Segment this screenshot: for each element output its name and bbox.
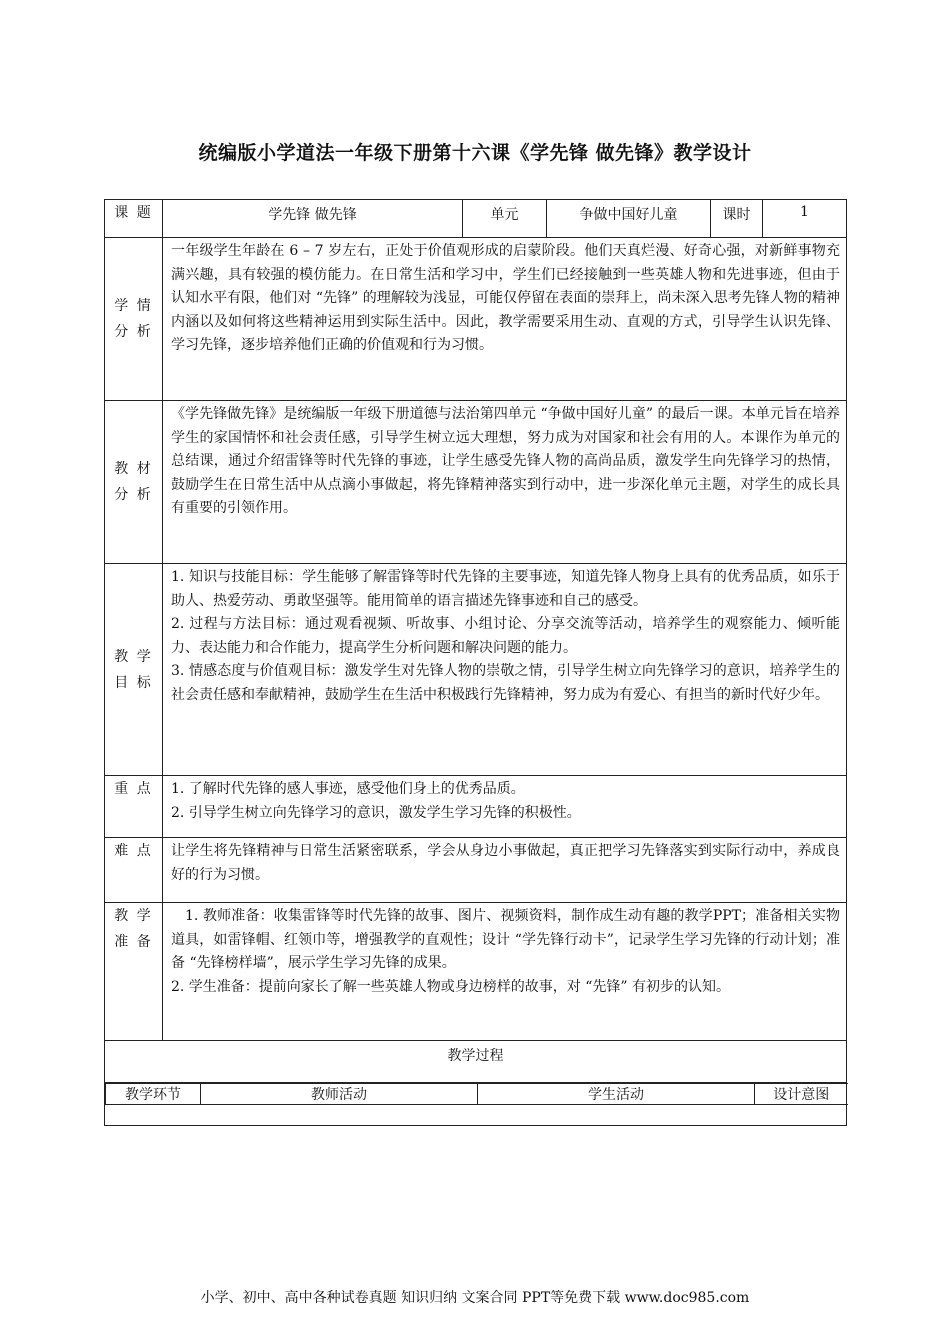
key-points-text: [163, 776, 847, 838]
teaching-goals-label: 教 学 目 标: [105, 564, 163, 776]
goal-item: 3. 情感态度与价值观目标：激发学生对先锋人物的崇敬之情，引导学生树立向先锋学习的意识，培养学生的社会责任感和奉献精神，鼓励学生在生活中积极践行先锋精神，努力成为有爱心、有担当的新时代好少年。: [171, 663, 840, 703]
hours-value: 1: [763, 200, 847, 238]
key-points-row: [105, 776, 847, 838]
key-point-item: 1. 了解时代先锋的感人事迹，感受他们身上的优秀品质。: [171, 781, 525, 797]
difficulty-row: [105, 838, 847, 903]
process-col-stage: 教学环节: [106, 1084, 201, 1105]
topic-value: 学先锋 做先锋: [163, 200, 463, 238]
header-row: [105, 200, 847, 238]
preparation-row: [105, 903, 847, 1041]
topic-label: 课 题: [105, 200, 163, 238]
key-points-label: 重 点: [105, 776, 163, 838]
process-title: 教学过程: [105, 1041, 847, 1083]
student-analysis-row: [105, 238, 847, 401]
lesson-plan-table: [104, 199, 847, 1126]
material-analysis-text: 《学先锋做先锋》是统编版一年级下册道德与法治第四单元 “争做中国好儿童” 的最后一课。本单元旨在培养学生的家国情怀和社会责任感，引导学生树立远大理想，努力成为对国家和社会有用的人。本课作为单元的总结课，通过介绍雷锋等时代先锋的事迹，让学生感受先锋人物的高尚品质，激发学生向先锋学习的热情，鼓励学生在日常生活中从点滴小事做起，将先锋精神落实到行动中，进一步深化单元主题，对学生的成长具有重要的引领作用。: [163, 401, 847, 564]
preparation-item: 1. 教师准备：收集雷锋等时代先锋的故事、图片、视频资料，制作成生动有趣的教学PPT；准备相关实物道具，如雷锋帽、红领巾等，增强教学的直观性；设计 “学先锋行动卡”，记录学生学习先锋的行动计划；准备 “先锋榜样墙”，展示学生学习先锋的成果。: [171, 908, 840, 971]
teaching-goals-text: [163, 564, 847, 776]
process-col-teacher: 教师活动: [201, 1084, 478, 1105]
goal-item: 1. 知识与技能目标：学生能够了解雷锋等时代先锋的主要事迹，知道先锋人物身上具有的优秀品质，如乐于助人、热爱劳动、勇敢坚强等。能用简单的语言描述先锋事迹和自己的感受。: [171, 569, 840, 609]
key-point-item: 2. 引导学生树立向先锋学习的意识，激发学生学习先锋的积极性。: [171, 804, 581, 821]
material-analysis-row: [105, 401, 847, 564]
teaching-goals-row: [105, 564, 847, 776]
process-title-row: [105, 1041, 847, 1083]
goal-item: 2. 过程与方法目标：通过观看视频、听故事、小组讨论、分享交流等活动，培养学生的观察能力、倾听能力、表达能力和合作能力，提高学生分析问题和解决问题的能力。: [171, 616, 840, 656]
preparation-label: 教 学 准 备: [105, 903, 163, 1041]
page-title: 统编版小学道法一年级下册第十六课《学先锋 做先锋》教学设计: [198, 142, 752, 164]
unit-value: 争做中国好儿童: [547, 200, 711, 238]
material-analysis-label: 教 材 分 析: [105, 401, 163, 564]
preparation-item: 2. 学生准备：提前向家长了解一些英雄人物或身边榜样的故事，对 “先锋” 有初步的认知。: [171, 978, 731, 995]
difficulty-text: 让学生将先锋精神与日常生活紧密联系，学会从身边小事做起，真正把学习先锋落实到实际行动中，养成良好的行为习惯。: [163, 838, 847, 903]
unit-label: 单元: [463, 200, 547, 238]
student-analysis-text: 一年级学生年龄在 6 – 7 岁左右，正处于价值观形成的启蒙阶段。他们天真烂漫、好奇心强，对新鲜事物充满兴趣，具有较强的模仿能力。在日常生活和学习中，学生们已经接触到一些英雄人物和先进事迹，但由于认知水平有限，他们对 “先锋” 的理解较为浅显，可能仅停留在表面的崇拜上，尚未深入思考先锋人物的精神内涵以及如何将这些精神运用到实际生活中。因此，教学需要采用生动、直观的方式，引导学生认识先锋、学习先锋，逐步培养他们正确的价值观和行为习惯。: [163, 238, 847, 401]
difficulty-label: 难 点: [105, 838, 163, 903]
process-col-student: 学生活动: [478, 1084, 755, 1105]
hours-label: 课时: [711, 200, 763, 238]
process-col-intent: 设计意图: [755, 1084, 848, 1105]
preparation-text: [163, 903, 847, 1041]
footer-text: 小学、初中、高中各种试卷真题 知识归纳 文案合同 PPT等免费下载 www.doc985.com: [200, 1290, 750, 1306]
process-header-row: [105, 1083, 847, 1126]
student-analysis-label: 学 情 分 析: [105, 238, 163, 401]
